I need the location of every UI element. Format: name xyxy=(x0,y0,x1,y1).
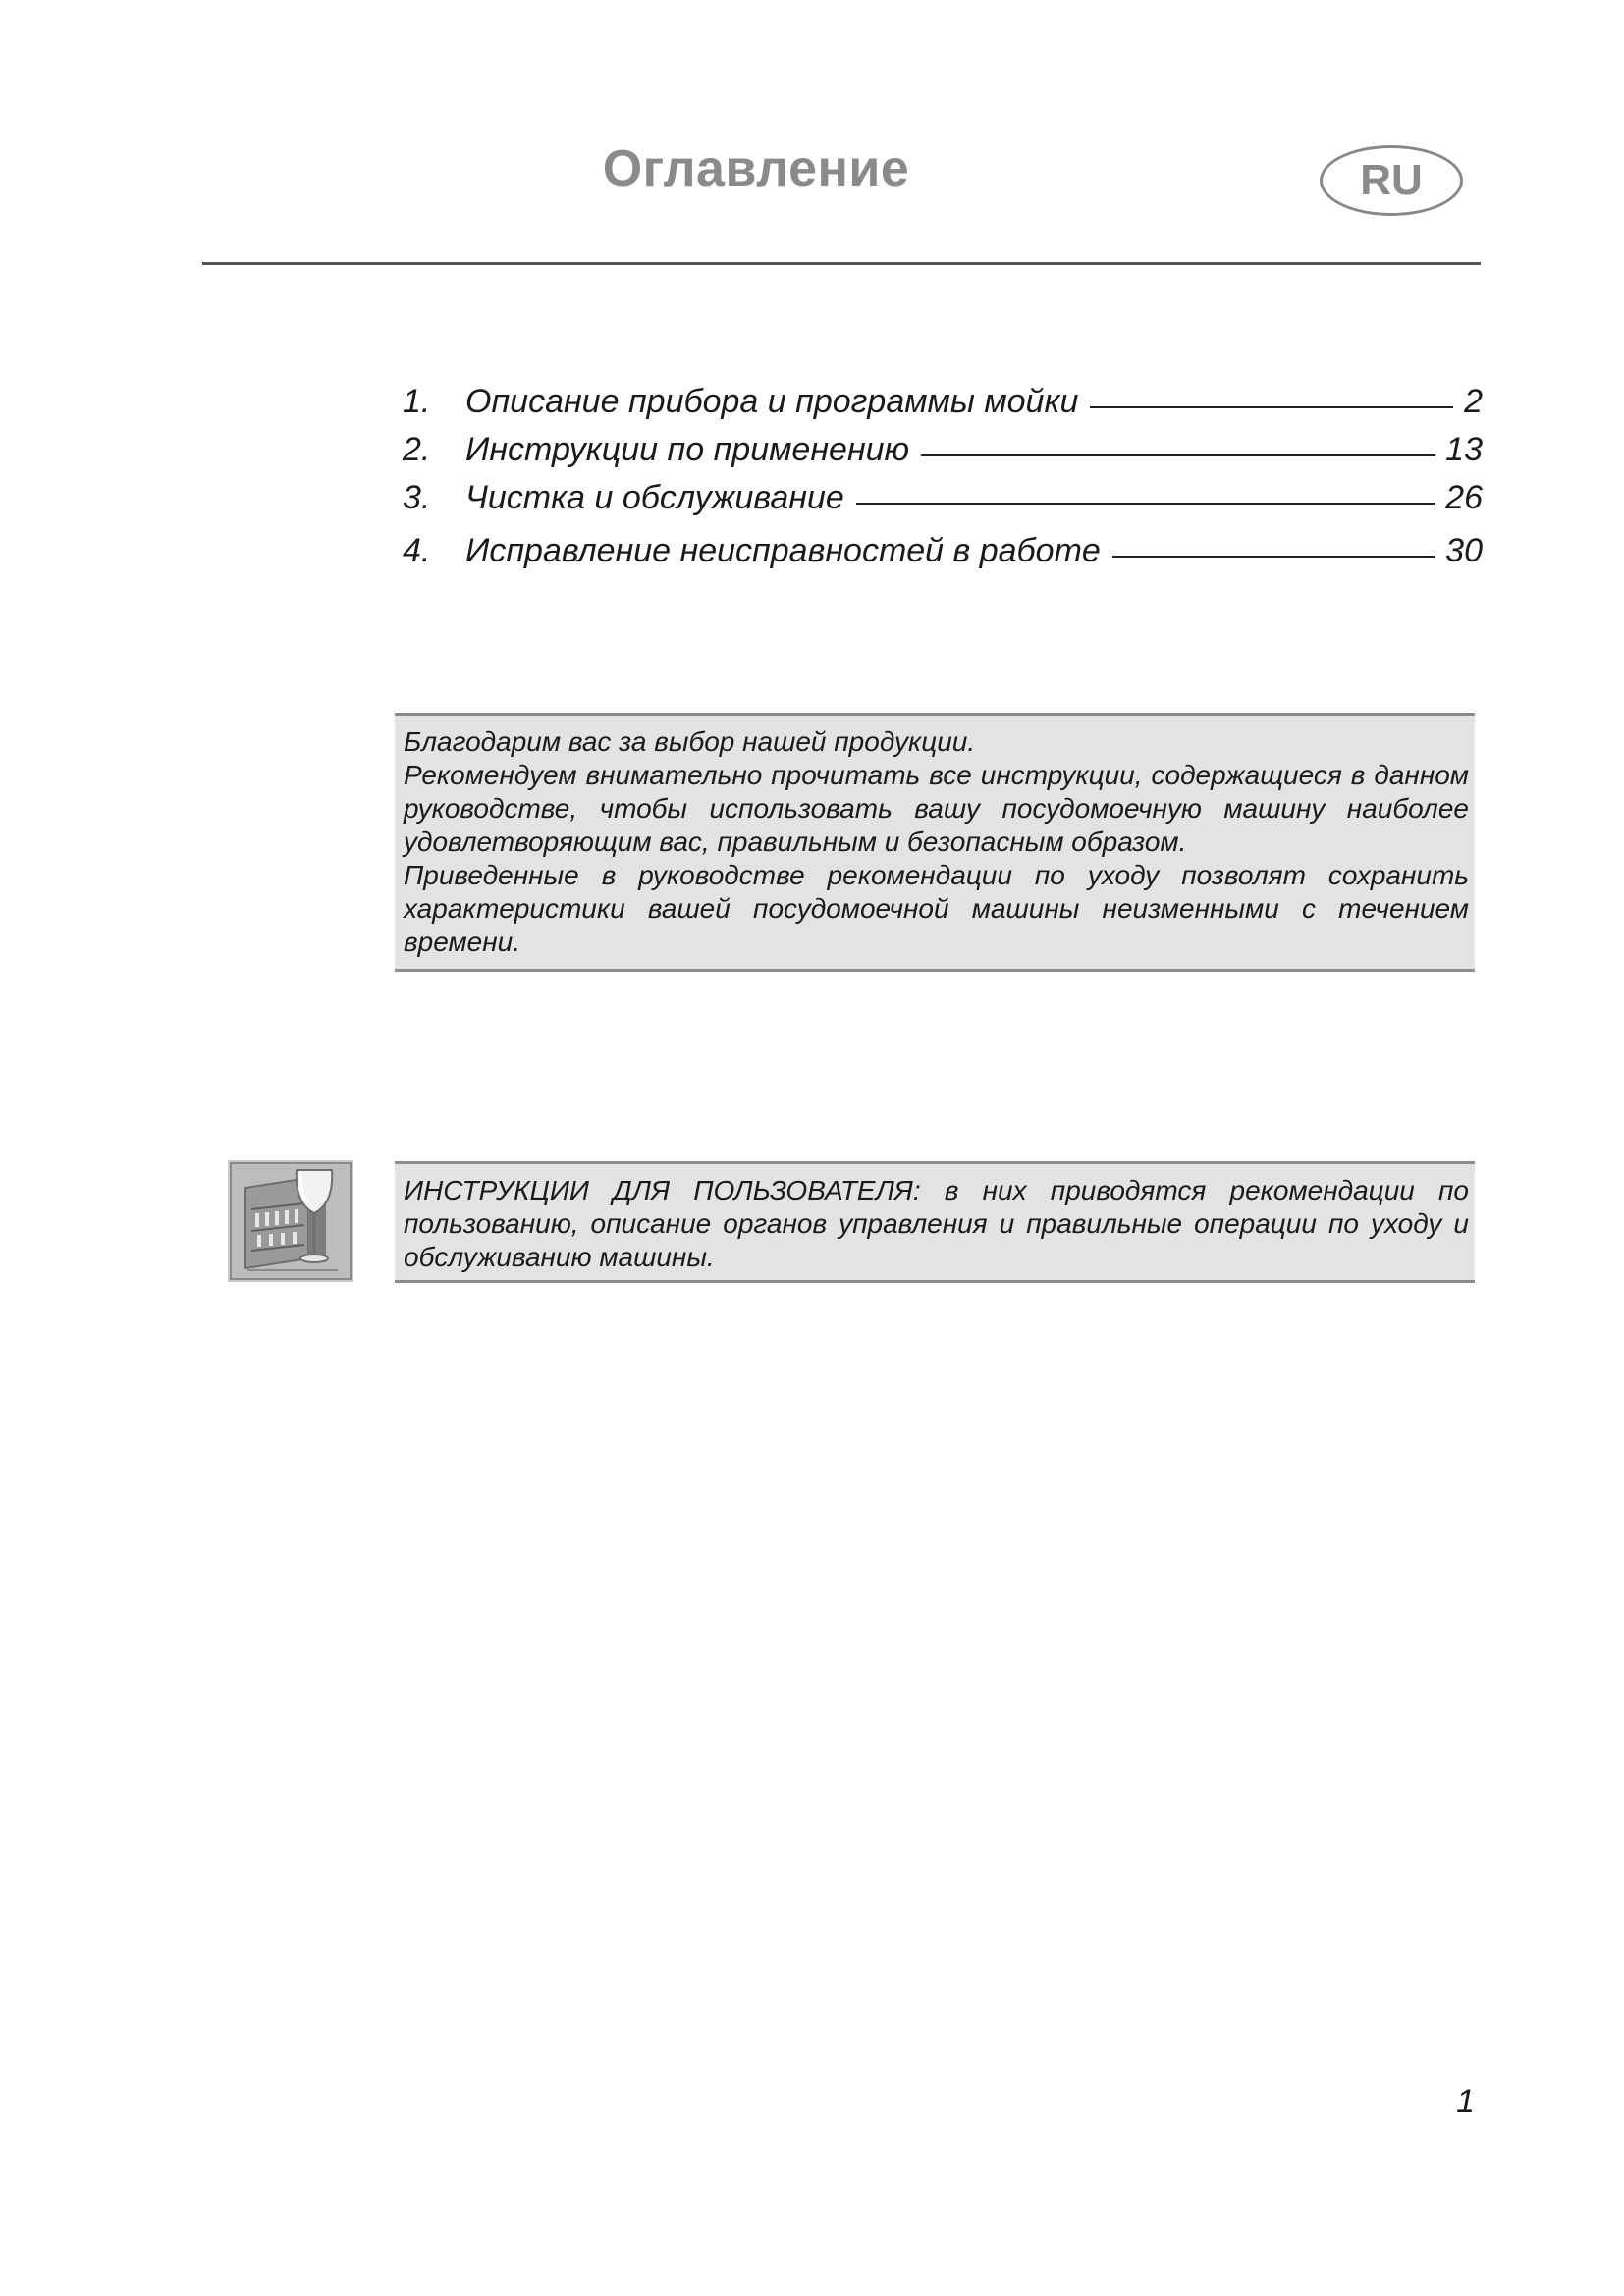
toc-entry-number: 1. xyxy=(403,383,431,420)
toc-entry-page: 26 xyxy=(1445,479,1483,516)
toc-entry-page: 13 xyxy=(1445,431,1483,468)
dishwasher-glass-icon xyxy=(228,1160,353,1282)
table-of-contents xyxy=(403,383,1483,580)
page-title: Оглавление xyxy=(602,140,910,197)
toc-leader-line xyxy=(921,454,1435,456)
toc-entry-page: 2 xyxy=(1464,383,1483,420)
toc-leader-line xyxy=(856,503,1435,505)
toc-entry-number: 3. xyxy=(403,479,431,516)
language-badge: RU xyxy=(1320,145,1463,216)
header-divider xyxy=(202,262,1481,265)
toc-entry-page: 30 xyxy=(1445,532,1483,569)
user-instructions-text: ИНСТРУКЦИИ ДЛЯ ПОЛЬЗОВАТЕЛЯ: в них приводятся рекомендации по пользованию, описание органов управления и правильные операции по уходу и обслуживанию машины. xyxy=(404,1175,1469,1272)
toc-entry-label: Чистка и обслуживание xyxy=(465,479,844,516)
intro-note-box xyxy=(395,713,1475,972)
toc-leader-line xyxy=(1112,556,1435,558)
toc-entry-1[interactable] xyxy=(403,383,1483,431)
intro-recommend-text: Рекомендуем внимательно прочитать все инструкции, содержащиеся в данном руководстве, чтобы использовать вашу посудомоечную машину наиболее удовлетворяющим вас, правильным и безопасным образом. xyxy=(404,760,1469,857)
page-number: 1 xyxy=(1456,2083,1475,2120)
intro-care-text: Приведенные в руководстве рекомендации по уходу позволят сохранить характеристики вашей посудомоечной машины неизменными с течением времени. xyxy=(404,860,1469,957)
toc-leader-line xyxy=(1090,406,1453,408)
toc-entry-number: 4. xyxy=(403,532,431,569)
intro-thanks-text: Благодарим вас за выбор нашей продукции. xyxy=(404,726,976,757)
toc-entry-label: Исправление неисправностей в работе xyxy=(465,532,1101,569)
toc-entry-2[interactable] xyxy=(403,431,1483,479)
user-instructions-box xyxy=(395,1161,1475,1283)
toc-entry-label: Описание прибора и программы мойки xyxy=(465,383,1079,420)
toc-entry-3[interactable] xyxy=(403,479,1483,527)
toc-entry-label: Инструкции по применению xyxy=(465,431,910,468)
toc-entry-number: 2. xyxy=(403,431,431,468)
toc-entry-4[interactable] xyxy=(403,532,1483,580)
